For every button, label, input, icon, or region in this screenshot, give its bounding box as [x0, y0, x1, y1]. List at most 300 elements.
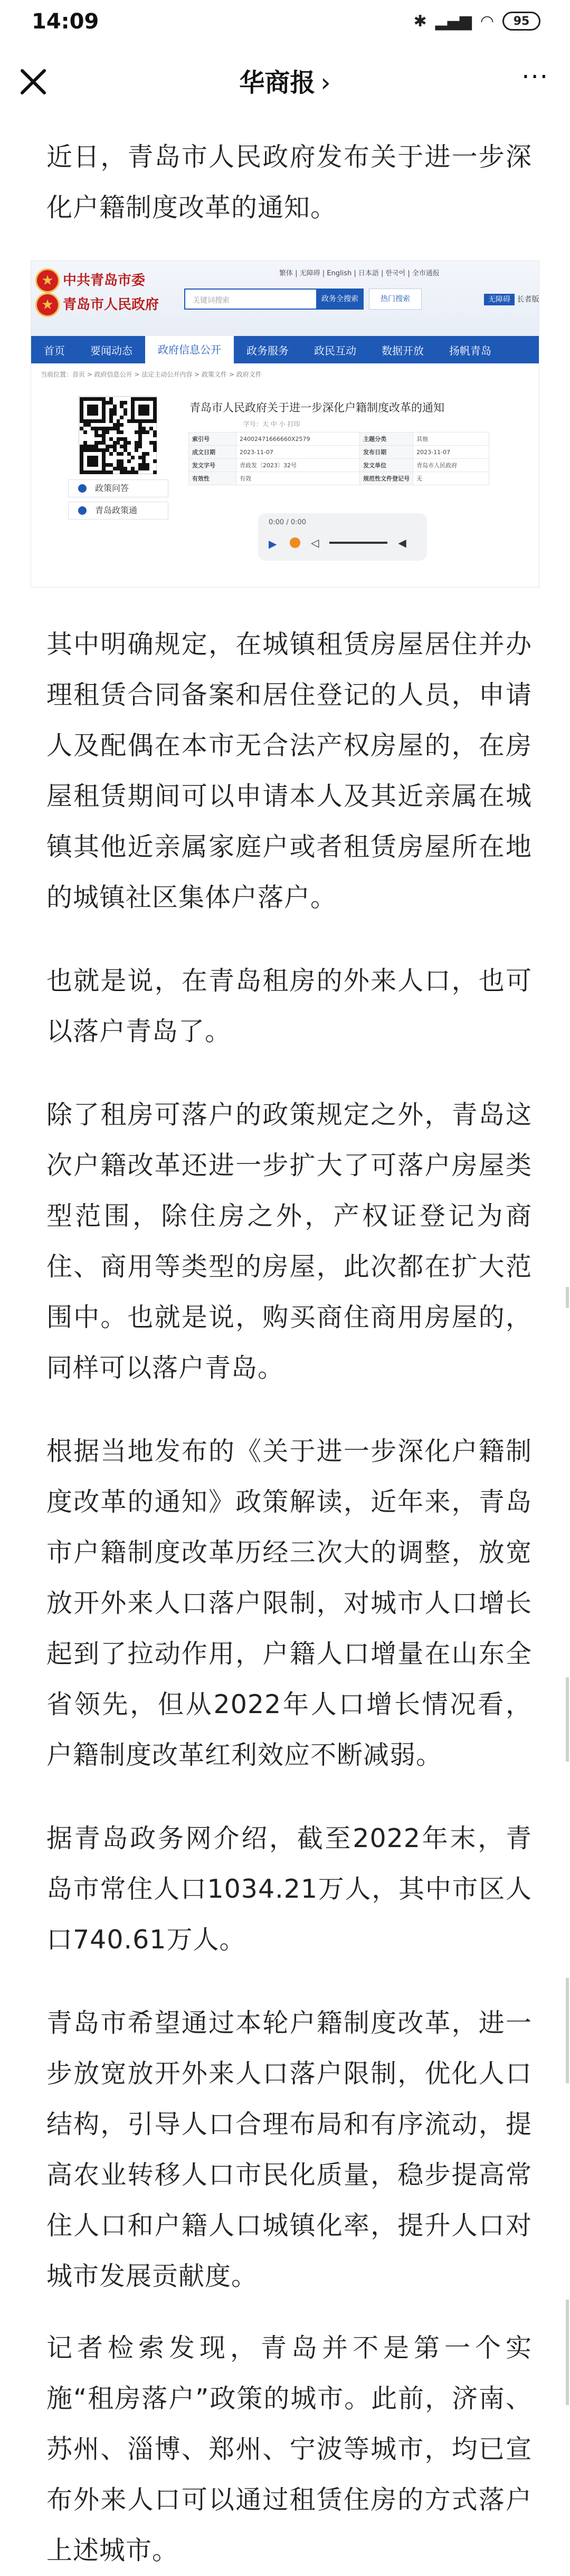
table-cell: 有效	[236, 472, 360, 485]
qr-module	[117, 467, 120, 470]
qr-module	[102, 401, 106, 405]
qr-module	[120, 445, 124, 448]
qr-module	[113, 405, 117, 408]
gov-nav-item-active: 政府信息公开	[145, 336, 234, 363]
table-cell: 成文日期	[189, 446, 236, 459]
qr-module	[138, 408, 142, 412]
table-cell: 其他	[413, 432, 489, 446]
qr-module	[142, 419, 146, 423]
qr-module	[109, 397, 113, 401]
gov-nav	[31, 336, 539, 363]
qr-module	[146, 412, 149, 416]
qr-module	[106, 430, 109, 434]
qr-module	[94, 419, 98, 423]
qr-module	[106, 448, 109, 452]
qr-module	[117, 441, 120, 445]
gov-nav-item: 要闻动态	[90, 344, 132, 357]
qr-module	[80, 467, 83, 470]
qr-module	[117, 427, 120, 430]
qr-module	[106, 427, 109, 430]
qr-module	[131, 456, 135, 459]
qr-module	[120, 467, 124, 470]
table-cell: 24002471666660X2579	[236, 432, 360, 446]
qr-module	[117, 459, 120, 463]
qr-module	[98, 448, 102, 452]
gov-breadcrumb: 当前位置：首页 > 政府信息公开 > 法定主动公开内容 > 政策文件 > 政府文件	[41, 371, 262, 378]
article-body	[41, 132, 539, 2576]
qr-module	[80, 416, 83, 419]
paragraph-5: 根据当地发布的《关于进一步深化户籍制度改革的通知》政策解读，近年来，青岛市户籍制度改革历经三次大的调整，放宽放开外来人口落户限制，对城市人口增长起到了拉动作用，户籍人口增量在山东全省领先，但从2022年人口增长情况看，户籍制度改革红利效应不断减弱。	[46, 1436, 532, 1770]
qr-module	[113, 412, 117, 416]
qr-module	[153, 405, 157, 408]
qr-module	[102, 405, 106, 408]
speaker-loud-icon: ◀	[398, 536, 406, 549]
qr-module	[109, 412, 113, 416]
qr-module	[102, 427, 106, 430]
qr-module	[149, 419, 153, 423]
qr-module	[127, 470, 131, 474]
qr-module	[87, 445, 91, 448]
qr-module	[113, 448, 117, 452]
gov-accessibility-link: 无障碍	[484, 294, 515, 305]
qr-module	[80, 401, 83, 405]
qr-module	[127, 452, 131, 456]
qr-module	[117, 419, 120, 423]
gov-nav-item: 首页	[44, 344, 65, 357]
scroll-indicator	[566, 1287, 569, 1308]
qr-module	[94, 430, 98, 434]
gov-header	[31, 261, 539, 336]
qr-module	[124, 441, 127, 445]
qr-module	[138, 412, 142, 416]
gov-org-1: 中共青岛市委	[63, 273, 146, 289]
table-cell: 青政发〔2023〕32号	[236, 459, 360, 472]
qr-module	[131, 416, 135, 419]
qr-module	[153, 441, 157, 445]
qr-module	[80, 452, 83, 456]
table-cell: 主题分类	[360, 432, 413, 446]
table-row	[189, 472, 489, 485]
qr-module	[80, 408, 83, 412]
table-cell: 2023-11-07	[236, 446, 360, 459]
qr-module	[142, 397, 146, 401]
page-title[interactable]	[0, 62, 570, 99]
qr-module	[98, 441, 102, 445]
publisher-name: 华商报	[239, 68, 316, 98]
nav-bar	[0, 53, 570, 111]
table-row	[189, 459, 489, 472]
qr-module	[80, 419, 83, 423]
qr-module	[127, 441, 131, 445]
qr-module	[153, 434, 157, 438]
qr-module	[113, 441, 117, 445]
scroll-indicator	[566, 1978, 569, 2083]
qr-module	[127, 459, 131, 463]
qr-module	[94, 408, 98, 412]
qr-module	[120, 470, 124, 474]
table-cell: 2023-11-07	[413, 446, 489, 459]
qr-module	[138, 423, 142, 427]
qr-module	[135, 445, 138, 448]
qr-module	[117, 437, 120, 441]
player-controls	[269, 536, 406, 549]
qr-module	[153, 448, 157, 452]
more-icon[interactable]: ···	[521, 62, 549, 92]
qr-module	[117, 452, 120, 456]
qr-module	[83, 423, 87, 427]
qr-module	[138, 397, 142, 401]
qr-module	[102, 459, 106, 463]
paragraph-4: 除了租房可落户的政策规定之外，青岛这次户籍改革还进一步扩大了可落户房屋类型范围，除住房之外，产权证登记为商住、商用等类型的房屋，此次都在扩大范围中。也就是说，购买商住商用房屋的，同样可以落户青岛。	[46, 1100, 532, 1383]
gov-search-placeholder: 关键词搜索	[193, 296, 230, 305]
qr-module	[135, 448, 138, 452]
gov-search-box	[184, 289, 364, 310]
qr-module	[102, 456, 106, 459]
paragraph-2: 其中明确规定，在城镇租赁房屋居住并办理租赁合同备案和居住登记的人员，申请人及配偶在本市无合法产权房屋的，在房屋租赁期间可以申请本人及其近亲属在城镇其他近亲属家庭户或者租赁房屋所在地的城镇社区集体户落户。	[46, 629, 532, 912]
qr-module	[91, 408, 94, 412]
qr-module	[124, 448, 127, 452]
qr-module	[109, 452, 113, 456]
qr-module	[131, 408, 135, 412]
gov-nav-item: 数据开放	[382, 344, 424, 357]
qr-module	[135, 419, 138, 423]
qr-module	[87, 448, 91, 452]
qr-module	[142, 408, 146, 412]
qr-module	[106, 401, 109, 405]
qr-module	[102, 430, 106, 434]
qr-module	[94, 445, 98, 448]
qr-module	[113, 423, 117, 427]
paragraph-3: 也就是说，在青岛租房的外来人口，也可以落户青岛了。	[46, 966, 532, 1046]
qr-module	[131, 419, 135, 423]
status-bar	[0, 0, 570, 51]
qr-module	[109, 401, 113, 405]
qr-module	[102, 412, 106, 416]
qr-module	[98, 470, 102, 474]
link-icon	[78, 506, 87, 515]
gov-site-screenshot	[31, 261, 539, 588]
qr-module	[87, 470, 91, 474]
qr-module	[153, 397, 157, 401]
qr-module	[120, 416, 124, 419]
article-image[interactable]	[0, 261, 570, 588]
qr-module	[124, 467, 127, 470]
status-icons	[413, 12, 540, 31]
qr-module	[120, 459, 124, 463]
gov-doc-title: 青岛市人民政府关于进一步深化户籍制度改革的通知	[189, 401, 444, 414]
qr-module	[87, 412, 91, 416]
qr-module	[91, 397, 94, 401]
qr-module	[83, 470, 87, 474]
qr-module	[131, 397, 135, 401]
qr-module	[142, 467, 146, 470]
qr-module	[91, 412, 94, 416]
qr-module	[120, 452, 124, 456]
qr-module	[102, 437, 106, 441]
qr-module	[124, 437, 127, 441]
qr-module	[102, 463, 106, 467]
qr-module	[91, 419, 94, 423]
qr-module	[91, 463, 94, 467]
qr-module	[98, 427, 102, 430]
table-cell: 索引号	[189, 432, 236, 446]
qr-module	[94, 412, 98, 416]
bluetooth-icon: ✱	[413, 12, 427, 31]
qr-module	[117, 430, 120, 434]
qr-module	[94, 397, 98, 401]
qr-module	[153, 419, 157, 423]
qr-module	[102, 419, 106, 423]
qr-module	[91, 459, 94, 463]
qr-module	[131, 412, 135, 416]
wifi-icon: ◠	[480, 12, 494, 31]
table-cell: 发文单位	[360, 459, 413, 472]
qr-module	[120, 405, 124, 408]
qr-module	[109, 416, 113, 419]
table-cell: 有效性	[189, 472, 236, 485]
qr-module	[131, 470, 135, 474]
qr-module	[135, 441, 138, 445]
qr-module	[94, 463, 98, 467]
qr-module	[83, 441, 87, 445]
audio-player	[258, 513, 427, 561]
qr-module	[91, 456, 94, 459]
qr-module	[120, 463, 124, 467]
qr-module	[83, 445, 87, 448]
qr-module	[94, 434, 98, 438]
qr-module	[109, 427, 113, 430]
qr-module	[120, 423, 124, 427]
qr-module	[142, 427, 146, 430]
qr-module	[102, 467, 106, 470]
gov-policy-link-button	[68, 502, 168, 520]
qr-module	[94, 448, 98, 452]
qr-module	[120, 401, 124, 405]
qr-module	[91, 470, 94, 474]
status-time: 14:09	[32, 9, 99, 34]
party-emblem-icon: ★	[35, 268, 60, 293]
qr-module	[153, 412, 157, 416]
state-emblem-icon: ★	[35, 293, 60, 317]
qr-module	[135, 470, 138, 474]
speaker-icon: ◁	[311, 536, 319, 549]
qr-module	[124, 412, 127, 416]
qr-module	[87, 456, 91, 459]
qr-module	[153, 470, 157, 474]
qr-module	[124, 445, 127, 448]
qr-module	[113, 408, 117, 412]
qr-module	[142, 456, 146, 459]
qr-module	[109, 419, 113, 423]
qr-module	[80, 470, 83, 474]
signal-icon: ▂▄▆	[435, 12, 472, 31]
battery-icon: 95	[502, 12, 540, 31]
qr-module	[146, 452, 149, 456]
qr-module	[80, 448, 83, 452]
qr-module	[113, 467, 117, 470]
table-cell: 发布日期	[360, 446, 413, 459]
qr-module	[120, 430, 124, 434]
gov-policy-qa-button	[68, 479, 168, 497]
qr-module	[138, 405, 142, 408]
gov-policy-link-label: 青岛政策通	[95, 505, 138, 515]
qr-module	[87, 459, 91, 463]
record-icon	[290, 537, 300, 548]
qr-module	[80, 397, 83, 401]
qr-module	[91, 448, 94, 452]
gov-nav-item: 扬帆青岛	[449, 344, 491, 357]
qr-module	[113, 445, 117, 448]
qr-module	[80, 463, 83, 467]
qr-module	[94, 470, 98, 474]
scroll-indicator	[566, 2300, 569, 2405]
qr-module	[153, 430, 157, 434]
qr-module	[87, 463, 91, 467]
qr-module	[131, 401, 135, 405]
qr-module	[109, 470, 113, 474]
paragraph-7: 青岛市希望通过本轮户籍制度改革，进一步放宽放开外来人口落户限制，优化人口结构，引导人口合理布局和有序流动，提高农业转移人口市民化质量，稳步提高常住人口和户籍人口城镇化率，提升人口对城市发展贡献度。	[46, 2008, 532, 2291]
qr-module	[102, 434, 106, 438]
table-cell: 发文字号	[189, 459, 236, 472]
qr-module	[142, 452, 146, 456]
gov-doc-meta-table	[188, 432, 489, 485]
qr-module	[124, 408, 127, 412]
paragraph-8: 记者检索发现，青岛并不是第一个实施“租房落户”政策的城市。此前，济南、苏州、淄博、郑州、宁波等城市，均已宣布外来人口可以通过租赁住房的方式落户上述城市。	[46, 2333, 532, 2565]
qr-module	[142, 405, 146, 408]
qr-module	[153, 416, 157, 419]
qr-module	[142, 463, 146, 467]
chat-icon	[78, 484, 87, 493]
qr-module	[117, 423, 120, 427]
qr-module	[98, 419, 102, 423]
qr-module	[131, 467, 135, 470]
qr-module	[102, 397, 106, 401]
qr-module	[120, 437, 124, 441]
qr-module	[149, 427, 153, 430]
qr-module	[138, 430, 142, 434]
qr-module	[87, 405, 91, 408]
qr-module	[138, 441, 142, 445]
qr-module	[138, 434, 142, 438]
gov-elder-link: 长者版	[517, 295, 539, 304]
qr-module	[117, 463, 120, 467]
gov-nav-item: 政务服务	[246, 344, 289, 357]
qr-module	[135, 397, 138, 401]
qr-module	[91, 445, 94, 448]
qr-module	[109, 408, 113, 412]
table-row	[189, 432, 489, 446]
volume-bar	[329, 542, 387, 544]
qr-module	[80, 456, 83, 459]
qr-module	[138, 463, 142, 467]
qr-module	[146, 463, 149, 467]
qr-module	[94, 427, 98, 430]
qr-module	[98, 397, 102, 401]
qr-module	[142, 412, 146, 416]
qr-module	[149, 441, 153, 445]
gov-search-button: 政务全搜索	[316, 289, 364, 310]
qr-module	[87, 419, 91, 423]
qr-module	[91, 405, 94, 408]
qr-module	[153, 408, 157, 412]
qr-module	[98, 434, 102, 438]
table-cell: 青岛市人民政府	[413, 459, 489, 472]
paragraph-6: 据青岛政务网介绍，截至2022年末，青岛市常住人口1034.21万人，其中市区人口740.61万人。	[46, 1823, 532, 1955]
qr-module	[146, 419, 149, 423]
scroll-indicator	[566, 1677, 569, 1762]
qr-module	[94, 459, 98, 463]
qr-module	[127, 419, 131, 423]
qr-module	[146, 408, 149, 412]
play-icon: ▶	[269, 537, 277, 550]
qr-module	[138, 467, 142, 470]
qr-module	[146, 430, 149, 434]
qr-module	[146, 397, 149, 401]
qr-module	[91, 427, 94, 430]
qr-module	[138, 456, 142, 459]
qr-module	[124, 401, 127, 405]
qr-module	[124, 470, 127, 474]
gov-access-links	[484, 294, 539, 304]
qr-module	[94, 441, 98, 445]
table-cell: 规范性文件登记号	[360, 472, 413, 485]
table-cell: 无	[413, 472, 489, 485]
qr-module	[83, 430, 87, 434]
gov-nav-item: 政民互动	[314, 344, 356, 357]
qr-module	[109, 437, 113, 441]
qr-module	[109, 463, 113, 467]
qr-module	[131, 405, 135, 408]
qr-module	[153, 445, 157, 448]
qr-module	[142, 430, 146, 434]
qr-module	[80, 445, 83, 448]
qr-module	[106, 463, 109, 467]
qr-module	[149, 397, 153, 401]
qr-module	[87, 423, 91, 427]
qr-module	[142, 459, 146, 463]
qr-module	[146, 405, 149, 408]
qr-module	[153, 459, 157, 463]
qr-module	[83, 397, 87, 401]
qr-module	[94, 405, 98, 408]
qr-module	[94, 456, 98, 459]
qr-module	[102, 452, 106, 456]
qr-module	[106, 445, 109, 448]
qr-module	[102, 448, 106, 452]
qr-module	[87, 408, 91, 412]
qr-module	[135, 430, 138, 434]
player-time: 0:00 / 0:00	[269, 518, 307, 526]
qr-module	[102, 470, 106, 474]
qr-module	[138, 445, 142, 448]
qr-module	[80, 405, 83, 408]
qr-module	[80, 427, 83, 430]
gov-doc-tools: 字号：大 中 小 打印	[243, 420, 300, 428]
qr-code-icon	[79, 396, 157, 474]
qr-module	[138, 419, 142, 423]
table-row	[189, 446, 489, 459]
qr-module	[102, 416, 106, 419]
qr-module	[80, 412, 83, 416]
qr-module	[146, 467, 149, 470]
qr-module	[138, 427, 142, 430]
qr-module	[106, 470, 109, 474]
paragraph-1: 近日，青岛市人民政府发布关于进一步深化户籍制度改革的通知。	[46, 142, 532, 223]
qr-module	[83, 448, 87, 452]
qr-module	[80, 459, 83, 463]
qr-module	[83, 419, 87, 423]
gov-policy-qa-label: 政策问答	[95, 483, 129, 493]
